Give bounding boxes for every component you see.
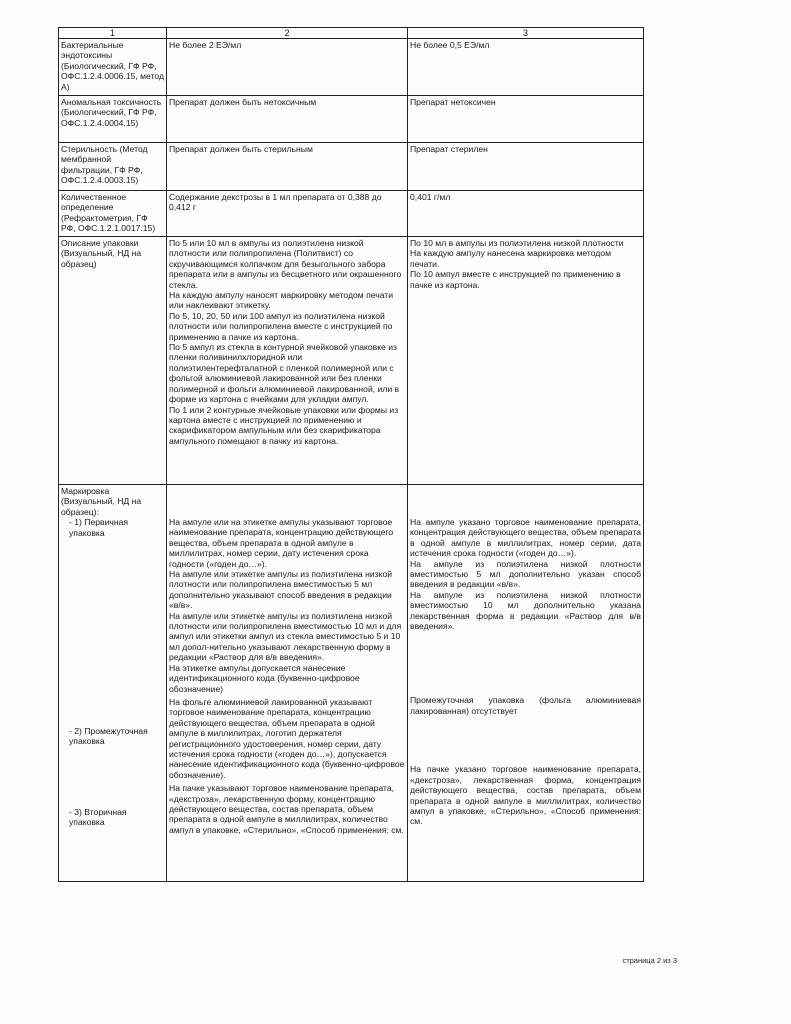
result-text: Препарат стерилен <box>410 144 488 154</box>
requirement-cell <box>167 96 408 143</box>
requirement-cell <box>167 143 408 191</box>
marking-result-paragraph: Промежуточная упаковка (фольга алюминиевая лакированная) отсутствует <box>410 695 641 716</box>
requirement-text: Содержание декстрозы в 1 мл препарата от 0,388 до 0,412 г <box>169 192 382 213</box>
marking-requirement-paragraph: На фольге алюминиевой лакированной указывают торговое наименование препарата, концентрацию действующего вещества, объем препарата в одной ампуле в миллилитрах, логотип держателя регистрационного удостоверения, номер серии, дату истечения срока годности («годен до…»), допускается нанесение идентификационного кода (буквенно-цифровое обозначение). <box>169 696 405 780</box>
result-cell <box>408 39 644 96</box>
table-row <box>59 237 644 485</box>
marking-requirement-cell <box>167 485 408 882</box>
marking-label-intermediate: - 2) Промежуточная упаковка <box>69 726 148 747</box>
parameter-text: Стерильность (Метод мембранной фильтрации, ГФ РФ, ОФС.1.2.4.0003.15) <box>61 144 148 186</box>
parameter-cell <box>59 96 167 143</box>
result-text: Не более 0,5 ЕЭ/мл <box>410 40 490 50</box>
requirement-paragraph: По 5, 10, 20, 50 или 100 ампул из полиэтилена низкой плотности или полипропилена вместе с инструкцией по применению в пачке из картона. <box>169 310 393 342</box>
parameter-text: Описание упаковки (Визуальный, НД на образец) <box>61 238 142 269</box>
requirement-paragraph: По 5 ампул из стекла в контурной ячейковой упаковке из пленки поливинилхлоридной или полиэтилентерефталатной с пленкой полимерной или с фольгой алюминиевой лакированной или без пленки полимерной и фольги алюминиевой лакированной, или в форме из картона с ячейками для укладки ампул. <box>169 342 400 405</box>
result-cell <box>408 237 644 485</box>
result-cell <box>408 96 644 143</box>
marking-label-primary: - 1) Первичная упаковка <box>69 517 129 538</box>
parameter-cell <box>59 39 167 96</box>
marking-title: Маркировка (Визуальный, НД на образец): <box>61 486 142 517</box>
result-cell <box>408 191 644 237</box>
marking-requirement-paragraph: На ампуле или на этикетке ампулы указывают торговое наименование препарата, концентрацию действующего вещества, объем препарата в одной ампуле в миллилитрах, номер серии, дату истечения срока годности («годен до…»). <box>169 517 394 569</box>
result-paragraph: По 10 мл в ампулы из полиэтилена низкой плотности <box>410 238 624 248</box>
requirement-text: Препарат должен быть нетоксичным <box>169 97 317 107</box>
requirement-text: Не более 2 ЕЭ/мл <box>169 40 242 50</box>
header-cell: 3 <box>408 28 644 39</box>
marking-label-secondary: - 3) Вторичная упаковка <box>69 806 127 828</box>
parameter-text: Количественное определение (Рефрактометрия, ГФ РФ, ОФС.1.2.1.0017.15) <box>61 192 156 234</box>
marking-result-paragraph: На ампуле из полиэтилена низкой плотности вместимостью 5 мл дополнительно указан способ введения в редакции «в/в». <box>410 558 641 590</box>
table-row <box>59 96 644 143</box>
header-cell: 1 <box>59 28 167 39</box>
page-number: страница 2 из 3 <box>622 956 677 965</box>
result-text: 0,401 г/мл <box>410 192 451 202</box>
marking-parameter-cell <box>59 485 167 882</box>
header-cell: 2 <box>167 28 408 39</box>
table-header-row <box>59 28 644 39</box>
requirement-cell <box>167 191 408 237</box>
parameter-cell <box>59 191 167 237</box>
marking-requirement-paragraph: На пачке указывают торговое наименование препарата, «декстроза», лекарственную форму, концентрацию действующего вещества, состав препарата, объем препарата в одной ампуле в миллилитрах, количество ампул в упаковке, «Стерильно», «Способ применения: см. <box>169 783 404 835</box>
parameter-text: Аномальная токсичность (Биологический, ГФ РФ, ОФС.1.2.4.0004.15) <box>61 97 162 128</box>
marking-result-paragraph: На ампуле из полиэтилена низкой плотности вместимостью 10 мл дополнительно указана лекарственная форма в редакции «Раствор для в/в введения». <box>410 589 641 632</box>
requirement-cell <box>167 237 408 485</box>
marking-requirement-paragraph: На ампуле или этикетке ампулы из полиэтилена низкой плотности или полипропилена вместимостью 5 мл дополнительно указывают способ введения в редакции «в/в». <box>169 569 393 611</box>
parameter-cell <box>59 237 167 485</box>
marking-result-cell <box>408 485 644 882</box>
result-paragraph: На каждую ампулу нанесена маркировка методом печати. <box>410 248 611 269</box>
marking-result-paragraph: На пачке указано торговое наименование препарата, «декстроза», лекарственная форма, концентрация действующего вещества, состав препарата, объем препарата в одной ампуле в миллилитрах, количество ампул в упаковке, «Стерильно», «Способ применения: см. <box>410 764 641 827</box>
parameter-text: Бактериальные эндотоксины (Биологический, ГФ РФ, ОФС.1.2.4.0006.15, метод А) <box>61 40 164 92</box>
result-paragraph: По 10 ампул вместе с инструкцией по применению в пачке из картона. <box>410 269 621 290</box>
marking-requirement-paragraph: На ампуле или этикетке ампулы из полиэтилена низкой плотности или полипропилена вместимостью 10 мл и для ампул или этикетки ампул из стекла вместимостью 5 и 10 мл допол-нительно указывают лекарственную форму в редакции «Раствор для в/в введения». <box>169 610 402 663</box>
result-cell <box>408 143 644 191</box>
table-row <box>59 39 644 96</box>
requirement-paragraph: На каждую ампулу наносят маркировку методом печати или наклеивают этикетку. <box>169 290 394 311</box>
requirement-paragraph: По 5 или 10 мл в ампулы из полиэтилена низкой плотности или полипропилена (Политвист) со скручивающимся колпачком для безыгольного забора препарата или в ампулы из бесцветного или окрашенного стекла. <box>169 238 402 290</box>
table-row <box>59 191 644 237</box>
marking-requirement-paragraph: На этикетке ампулы допускается нанесение идентификационного кода (буквенно-цифровое обозначение) <box>169 662 360 694</box>
requirement-cell <box>167 39 408 96</box>
marking-result-paragraph: На ампуле указано торговое наименование препарата, концентрация действующего вещества, объем препарата в одной ампуле в миллилитрах, номер серии, дата истечения срока годности («годен до…»). <box>410 517 641 559</box>
marking-row <box>59 485 644 882</box>
requirement-paragraph: По 1 или 2 контурные ячейковые упаковки или формы из картона вместе с инструкцией по применению и скарификатором ампульным или без скарификатора ампульного помещают в пачку из картона. <box>169 404 399 446</box>
result-text: Препарат нетоксичен <box>410 97 496 107</box>
table-row <box>59 143 644 191</box>
requirement-text: Препарат должен быть стерильным <box>169 144 313 154</box>
parameter-cell <box>59 143 167 191</box>
specification-table <box>58 27 644 882</box>
